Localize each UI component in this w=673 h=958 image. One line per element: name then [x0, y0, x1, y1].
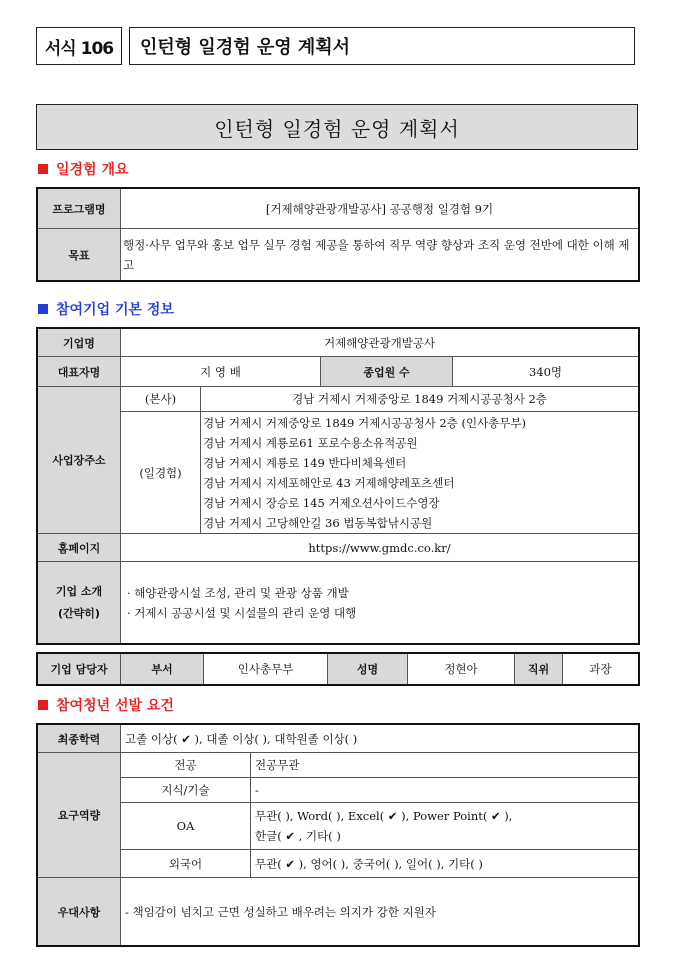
hq-address: 경남 거제시 거제중앙로 1849 거제시공공청사 2층: [201, 387, 639, 412]
site-label: (일경험): [121, 412, 201, 534]
program-value: [거제해양관광개발공사] 공공행정 일경험 9기: [121, 189, 639, 229]
homepage-value: https://www.gmdc.co.kr/: [121, 534, 639, 562]
site-address: 경남 거제시 계룡로 149 반다비체육센터: [203, 455, 407, 470]
goal-value: 행정·사무 업무와 홍보 업무 실무 경험 제공을 통하여 직무 역량 향상과 조직 운영 전반에 대한 이해 제고: [121, 229, 639, 281]
intro-label-line: 기업 소개: [55, 584, 103, 598]
red-square-icon: [38, 700, 48, 710]
site-address: 경남 거제시 계룡로61 포로수용소유적공원: [203, 435, 418, 450]
intro-label: [38, 562, 121, 644]
education-label: 최종학력: [38, 725, 121, 753]
form-title: 인턴형 일경험 운영 계획서: [129, 27, 635, 65]
oa-value: [251, 803, 639, 850]
ceo-label: 대표자명: [38, 357, 121, 387]
overview-table: [37, 188, 639, 281]
goal-label: 목표: [38, 229, 121, 281]
section-requirements-label: 참여청년 선발 요건: [56, 698, 174, 714]
company-name-label: 기업명: [38, 329, 121, 357]
section-heading-company: [38, 298, 174, 320]
blue-square-icon: [38, 304, 48, 314]
hq-label: (본사): [121, 387, 201, 412]
contact-name-value: 정현아: [408, 654, 515, 685]
company-table: [37, 328, 639, 644]
section-overview-label: 일경험 개요: [56, 162, 129, 178]
company-name-value: 거제해양관광개발공사: [121, 329, 639, 357]
oa-label: OA: [121, 803, 251, 850]
contact-label: 기업 담당자: [38, 654, 121, 685]
position-value: 과장: [563, 654, 639, 685]
position-label: 직위: [515, 654, 563, 685]
site-address: 경남 거제시 고당해안길 36 법동복합낚시공원: [203, 515, 433, 530]
form-number: 서식 106: [36, 27, 122, 65]
requirements-table: [37, 724, 639, 946]
site-address: 경남 거제시 지세포해안로 43 거제해양레포츠센터: [203, 475, 455, 490]
language-value: 무관( ✔ ), 영어( ), 중국어( ), 일어( ), 기타( ): [251, 850, 639, 878]
site-address: 경남 거제시 장승로 145 거제오션사이드수영장: [203, 495, 440, 510]
major-value: 전공무관: [251, 753, 639, 778]
employees-label: 종업원 수: [321, 357, 453, 387]
oa-line: 한글( ✔ , 기타( ): [255, 829, 341, 843]
document-title: 인턴형 일경험 운영 계획서: [36, 104, 638, 150]
preference-value: - 책임감이 넘치고 근면 성실하고 배우려는 의지가 강한 지원자: [121, 878, 639, 946]
preference-label: 우대사항: [38, 878, 121, 946]
site-address: 경남 거제시 거제중앙로 1849 거제시공공청사 2층 (인사총무부): [203, 415, 526, 430]
employees-value: 340명: [453, 357, 639, 387]
intro-item: · 해양관광시설 조성, 관리 및 관광 상품 개발: [127, 585, 349, 600]
competency-label: 요구역량: [38, 753, 121, 878]
section-company-label: 참여기업 기본 정보: [56, 302, 174, 318]
contact-name-label: 성명: [328, 654, 408, 685]
dept-label: 부서: [121, 654, 204, 685]
ceo-value: 지 영 배: [121, 357, 321, 387]
program-label: 프로그램명: [38, 189, 121, 229]
major-label: 전공: [121, 753, 251, 778]
site-address-list: [201, 412, 639, 534]
address-label: 사업장주소: [38, 387, 121, 534]
skill-label: 지식/기술: [121, 778, 251, 803]
dept-value: 인사총무부: [204, 654, 328, 685]
oa-line: 무관( ), Word( ), Excel( ✔ ), Power Point( ✔ ),: [255, 809, 513, 823]
intro-label-line: (간략히): [58, 606, 100, 620]
section-heading-requirements: [38, 694, 174, 716]
homepage-label: 홈페이지: [38, 534, 121, 562]
intro-list: [121, 562, 639, 644]
red-square-icon: [38, 164, 48, 174]
contact-table: [37, 653, 639, 685]
intro-item: · 거제시 공공시설 및 시설물의 관리 운영 대행: [127, 605, 357, 620]
education-value: 고졸 이상( ✔ ), 대졸 이상( ), 대학원졸 이상( ): [121, 725, 639, 753]
skill-value: -: [251, 778, 639, 803]
section-heading-overview: [38, 158, 129, 180]
language-label: 외국어: [121, 850, 251, 878]
